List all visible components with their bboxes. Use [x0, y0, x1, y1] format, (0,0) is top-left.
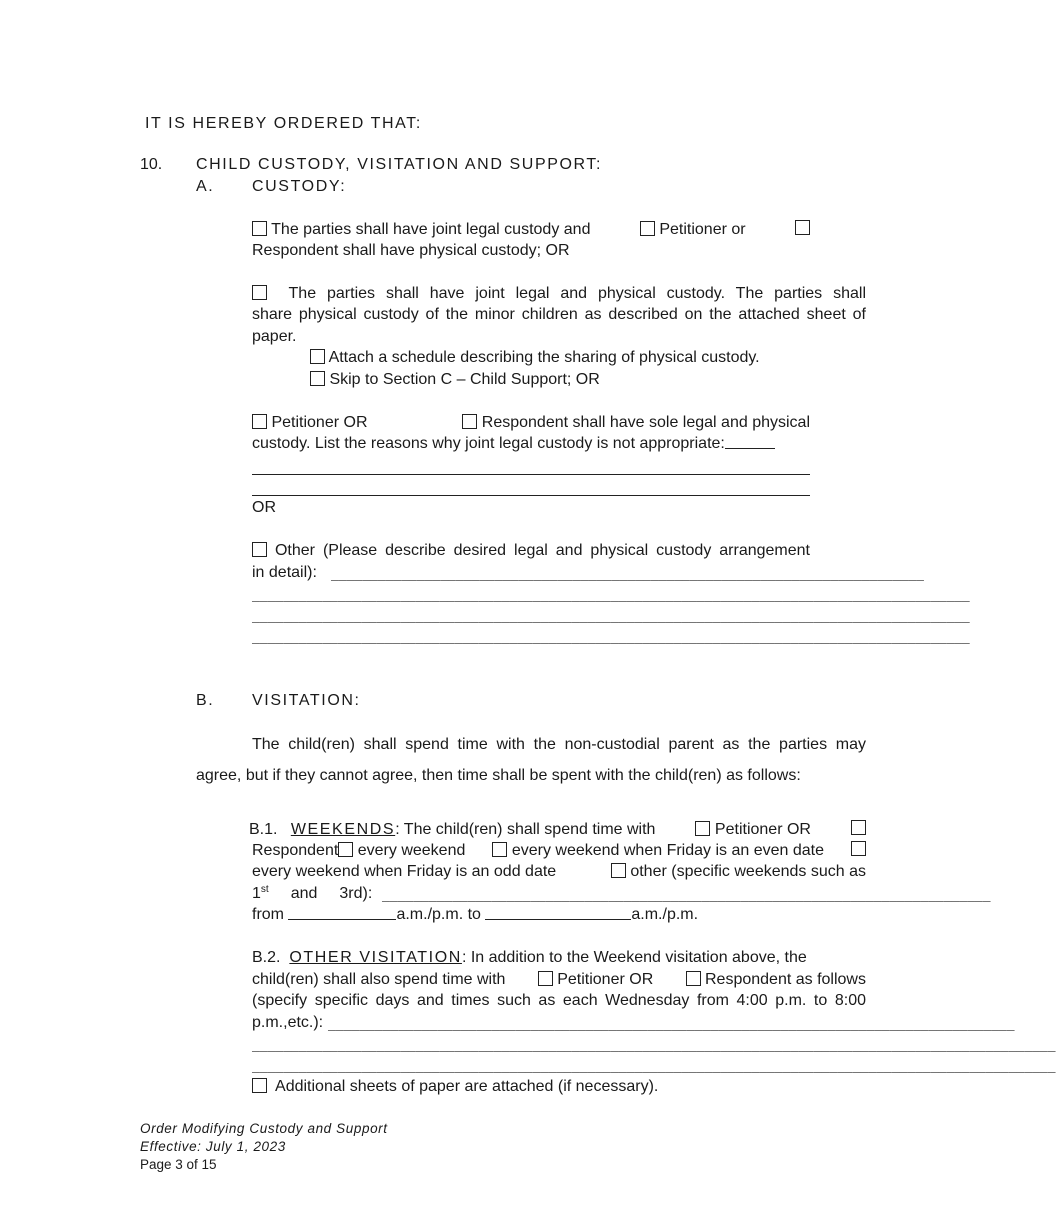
order-heading: IT IS HEREBY ORDERED THAT: [145, 115, 422, 132]
weekends-respondent-checkbox[interactable] [851, 820, 866, 835]
weekend-from-time-field[interactable] [288, 905, 396, 920]
sole-petitioner-checkbox[interactable] [252, 414, 267, 429]
footer-title: Order Modifying Custody and Support [140, 1121, 388, 1136]
other-detail-line-1[interactable]: ____________________________________________________________________________ [331, 568, 924, 583]
other-visitation-field-1[interactable]: ________________________________________________________________________________________ [328, 1018, 1015, 1033]
other-detail-line-4[interactable]: ____________________________________________________________________________________________ [252, 631, 970, 646]
reasons-field[interactable] [725, 434, 775, 449]
subsection-a-letter: A. [196, 178, 215, 195]
other-visitation-field-2[interactable]: _______________________________________________________________________________________________________ [252, 1039, 1056, 1054]
other-visitation-petitioner-checkbox[interactable] [538, 971, 553, 986]
custody-option-joint-legal-line2: Respondent shall have physical custody; OR [252, 242, 570, 259]
weekends-line3: every weekend when Friday is an odd date other (specific weekends such as [252, 863, 866, 880]
joint-physical-checkbox[interactable] [252, 285, 267, 300]
other-detail-line-2[interactable]: ____________________________________________________________________________________________ [252, 589, 970, 604]
other-weekends-field[interactable]: ______________________________________________________________________________ [382, 889, 991, 904]
attach-schedule-checkbox[interactable] [310, 349, 325, 364]
joint-legal-checkbox[interactable] [252, 221, 267, 236]
other-weekends-checkbox[interactable] [611, 863, 626, 878]
additional-sheets-checkbox[interactable] [252, 1078, 267, 1093]
skip-to-c-checkbox[interactable] [310, 371, 325, 386]
subsection-b-title: VISITATION: [252, 692, 361, 709]
reasons-line-2[interactable] [252, 495, 810, 496]
weekends-line4: 1st and 3rd): [252, 884, 373, 902]
other-visitation-line3: (specify specific days and times such as each Wednesday from 4:00 p.m. to 8:00 [252, 992, 866, 1009]
custody-option-joint-physical: The parties shall have joint legal and physical custody. The parties shall [252, 284, 866, 304]
subsection-b-letter: B. [196, 692, 215, 709]
joint-physical-line3: paper. [252, 328, 297, 345]
section-title: CHILD CUSTODY, VISITATION AND SUPPORT: [196, 156, 603, 173]
sole-respondent-checkbox[interactable] [462, 414, 477, 429]
other-visitation-respondent-checkbox[interactable] [686, 971, 701, 986]
reasons-line-1[interactable] [252, 474, 810, 475]
or-label: OR [252, 499, 276, 516]
section-number: 10. [140, 156, 163, 173]
attach-schedule-option: Attach a schedule describing the sharing of physical custody. [310, 348, 760, 368]
petitioner-physical-checkbox[interactable] [640, 221, 655, 236]
page-number: Page 3 of 15 [140, 1157, 217, 1172]
respondent-physical-checkbox[interactable] [795, 220, 810, 235]
other-custody-checkbox[interactable] [252, 542, 267, 557]
visitation-intro-line1: The child(ren) shall spend time with the non-custodial parent as the parties may [252, 736, 866, 753]
subsection-a-title: CUSTODY: [252, 178, 347, 195]
weekends-time-line: from a.m./p.m. to a.m./p.m. [252, 906, 699, 923]
additional-sheets-option: Additional sheets of paper are attached (if necessary). [252, 1077, 662, 1097]
weekends-line1: B.1. WEEKENDS: The child(ren) shall spend time with Petitioner OR [249, 820, 866, 840]
other-detail-line-3[interactable]: ____________________________________________________________________________________________ [252, 610, 970, 625]
other-visitation-line1: B.2. OTHER VISITATION: In addition to the Weekend visitation above, the [252, 949, 807, 966]
odd-friday-checkbox[interactable] [851, 841, 866, 856]
visitation-intro-line2: agree, but if they cannot agree, then time shall be spent with the child(ren) as follows: [196, 767, 801, 784]
other-visitation-field-3[interactable]: _______________________________________________________________________________________________________ [252, 1060, 1056, 1075]
every-weekend-checkbox[interactable] [338, 842, 353, 857]
other-custody-line2: in detail): [252, 564, 317, 581]
even-friday-checkbox[interactable] [492, 842, 507, 857]
skip-to-c-option: Skip to Section C – Child Support; OR [310, 370, 600, 390]
other-visitation-heading: OTHER VISITATION [289, 949, 462, 966]
weekends-heading: WEEKENDS [290, 821, 396, 838]
weekends-petitioner-checkbox[interactable] [695, 821, 710, 836]
footer-effective-date: Effective: July 1, 2023 [140, 1139, 286, 1154]
weekend-to-time-field[interactable] [485, 905, 631, 920]
custody-option-other: Other (Please describe desired legal and physical custody arrangement [252, 541, 810, 561]
sole-custody-reasons: custody. List the reasons why joint legal custody is not appropriate: [252, 434, 775, 454]
weekends-line2: Respondent every weekend every weekend when Friday is an even date [252, 841, 866, 861]
custody-option-joint-legal: The parties shall have joint legal custody and Petitioner or [252, 220, 810, 240]
other-visitation-line2: child(ren) shall also spend time with Petitioner OR Respondent as follows [252, 971, 866, 988]
joint-physical-line2: share physical custody of the minor children as described on the attached sheet of [252, 306, 866, 323]
custody-option-sole: Petitioner OR Respondent shall have sole legal and physical [252, 413, 810, 433]
other-visitation-line4: p.m.,etc.): [252, 1014, 324, 1031]
